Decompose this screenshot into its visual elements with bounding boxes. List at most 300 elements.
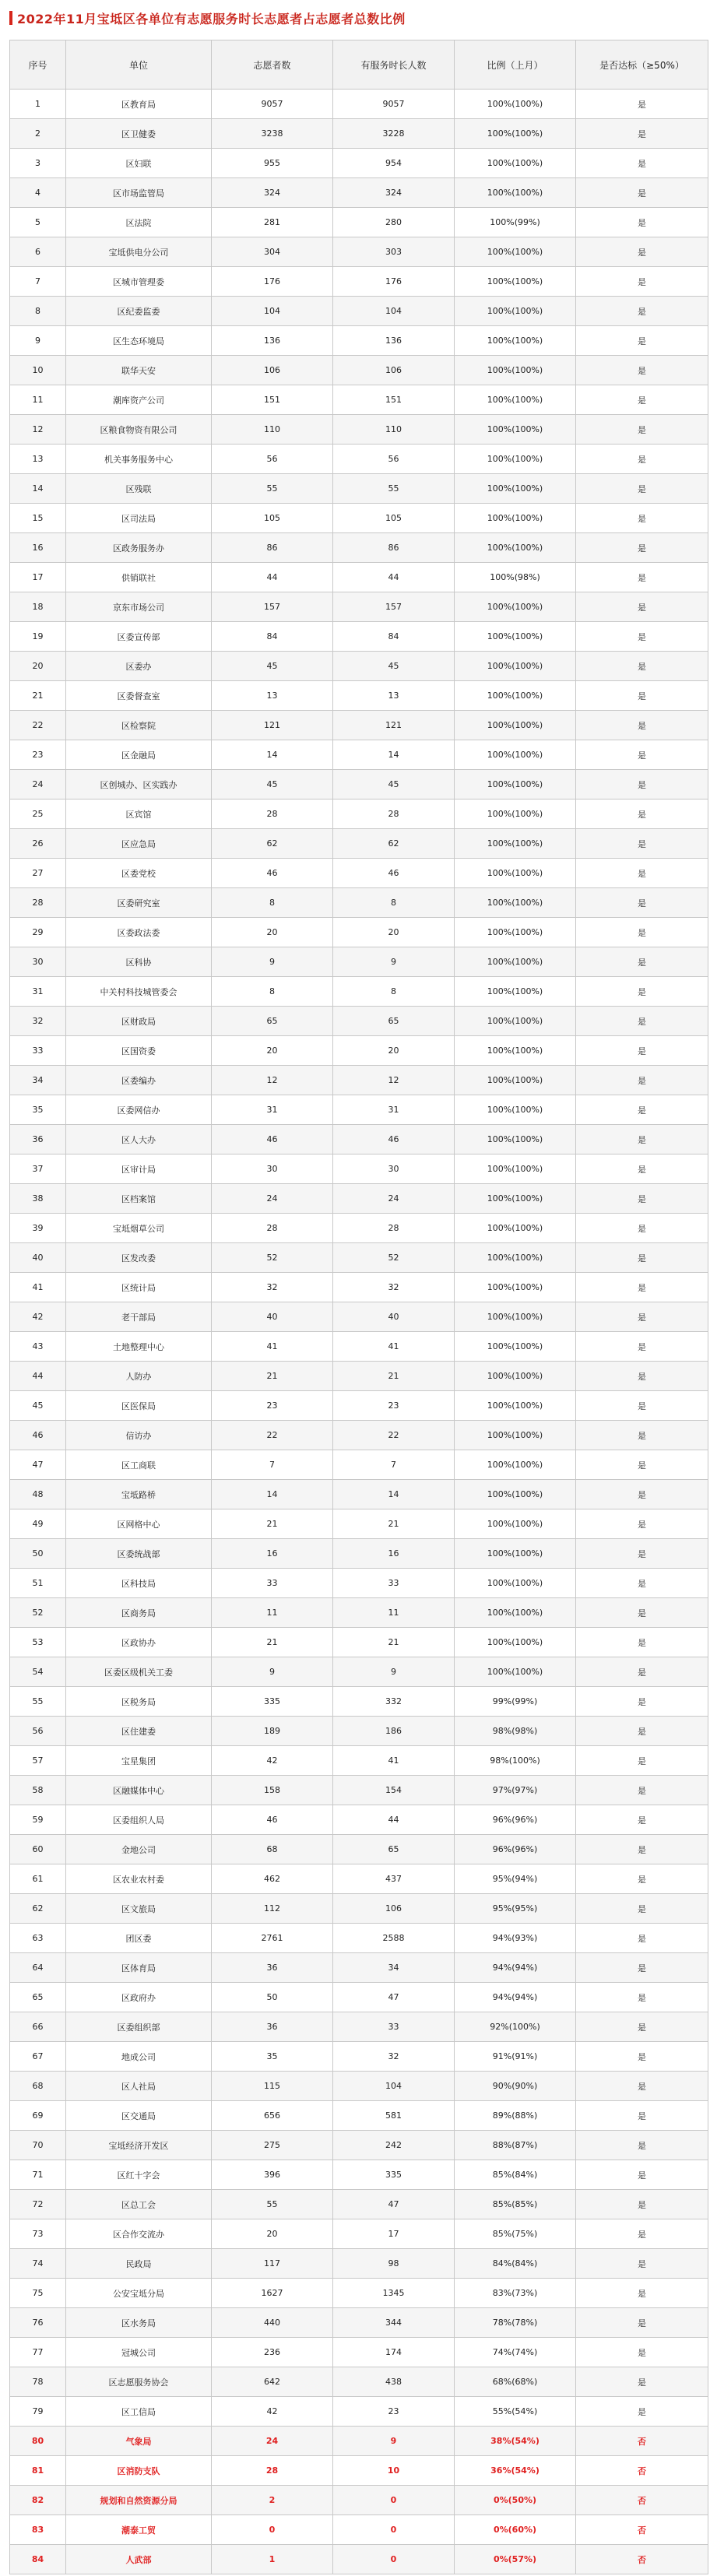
cell-service-count: 0: [333, 2486, 455, 2515]
cell-unit: 机关事务服务中心: [66, 445, 212, 474]
cell-volunteer-count: 396: [212, 2160, 333, 2190]
cell-unit: 区体育局: [66, 1953, 212, 1983]
cell-service-count: 31: [333, 1095, 455, 1125]
table-row: [10, 711, 708, 740]
cell-qualified: 是: [576, 297, 708, 326]
cell-qualified: 是: [576, 1450, 708, 1480]
cell-unit: 区委政法委: [66, 918, 212, 947]
cell-index: 19: [10, 622, 66, 652]
cell-service-count: 22: [333, 1421, 455, 1450]
cell-volunteer-count: 55: [212, 2190, 333, 2219]
header-ratio: 比例（上月）: [455, 40, 576, 90]
cell-volunteer-count: 22: [212, 1421, 333, 1450]
cell-qualified: 是: [576, 1953, 708, 1983]
cell-volunteer-count: 236: [212, 2338, 333, 2367]
cell-unit: 区统计局: [66, 1273, 212, 1302]
cell-index: 84: [10, 2545, 66, 2574]
table-row: [10, 1628, 708, 1657]
cell-unit: 潮泰工贸: [66, 2515, 212, 2545]
page-title: 2022年11月宝坻区各单位有志愿服务时长志愿者占志愿者总数比例: [17, 11, 406, 26]
cell-index: 1: [10, 90, 66, 119]
cell-unit: 区创城办、区实践办: [66, 770, 212, 800]
table-row: [10, 415, 708, 445]
cell-service-count: 32: [333, 1273, 455, 1302]
cell-qualified: 是: [576, 1628, 708, 1657]
cell-index: 13: [10, 445, 66, 474]
cell-volunteer-count: 1: [212, 2545, 333, 2574]
cell-index: 53: [10, 1628, 66, 1657]
cell-volunteer-count: 110: [212, 415, 333, 445]
cell-unit: 区委督查室: [66, 681, 212, 711]
cell-index: 62: [10, 1894, 66, 1924]
table-row: [10, 1243, 708, 1273]
cell-qualified: 是: [576, 592, 708, 622]
cell-volunteer-count: 1627: [212, 2279, 333, 2308]
table-row: [10, 208, 708, 237]
cell-service-count: 2588: [333, 1924, 455, 1953]
cell-qualified: 是: [576, 1273, 708, 1302]
cell-volunteer-count: 324: [212, 178, 333, 208]
cell-unit: 中关村科技城管委会: [66, 977, 212, 1007]
cell-service-count: 105: [333, 504, 455, 533]
cell-volunteer-count: 28: [212, 800, 333, 829]
cell-index: 9: [10, 326, 66, 356]
cell-index: 45: [10, 1391, 66, 1421]
cell-volunteer-count: 121: [212, 711, 333, 740]
cell-volunteer-count: 115: [212, 2072, 333, 2101]
cell-ratio: 100%(100%): [455, 533, 576, 563]
table-row: [10, 1776, 708, 1805]
cell-unit: 区委宣传部: [66, 622, 212, 652]
cell-unit: 区金融局: [66, 740, 212, 770]
cell-service-count: 332: [333, 1687, 455, 1717]
cell-volunteer-count: 55: [212, 474, 333, 504]
cell-unit: 区科技局: [66, 1569, 212, 1598]
cell-volunteer-count: 0: [212, 2515, 333, 2545]
cell-service-count: 104: [333, 297, 455, 326]
cell-service-count: 8: [333, 888, 455, 918]
cell-service-count: 174: [333, 2338, 455, 2367]
title-accent-bar: [9, 11, 12, 25]
cell-qualified: 是: [576, 1125, 708, 1154]
table-row: [10, 1983, 708, 2012]
cell-volunteer-count: 16: [212, 1539, 333, 1569]
cell-qualified: 是: [576, 237, 708, 267]
cell-ratio: 100%(100%): [455, 1243, 576, 1273]
cell-index: 68: [10, 2072, 66, 2101]
cell-volunteer-count: 56: [212, 445, 333, 474]
cell-ratio: 88%(87%): [455, 2131, 576, 2160]
table-row: [10, 652, 708, 681]
cell-index: 51: [10, 1569, 66, 1598]
cell-qualified: 是: [576, 1598, 708, 1628]
cell-service-count: 86: [333, 533, 455, 563]
cell-service-count: 21: [333, 1362, 455, 1391]
cell-qualified: 是: [576, 1805, 708, 1835]
cell-service-count: 47: [333, 2190, 455, 2219]
cell-volunteer-count: 8: [212, 977, 333, 1007]
cell-volunteer-count: 46: [212, 1805, 333, 1835]
cell-ratio: 100%(100%): [455, 1450, 576, 1480]
cell-ratio: 100%(100%): [455, 1125, 576, 1154]
cell-qualified: 是: [576, 415, 708, 445]
cell-service-count: 46: [333, 859, 455, 888]
cell-ratio: 100%(100%): [455, 1480, 576, 1509]
cell-unit: 区网格中心: [66, 1509, 212, 1539]
cell-service-count: 121: [333, 711, 455, 740]
cell-unit: 区宾馆: [66, 800, 212, 829]
cell-volunteer-count: 955: [212, 149, 333, 178]
cell-index: 15: [10, 504, 66, 533]
cell-index: 32: [10, 1007, 66, 1036]
cell-qualified: 是: [576, 149, 708, 178]
cell-ratio: 95%(94%): [455, 1864, 576, 1894]
cell-qualified: 是: [576, 2397, 708, 2427]
header-index: 序号: [10, 40, 66, 90]
cell-volunteer-count: 104: [212, 297, 333, 326]
cell-qualified: 是: [576, 770, 708, 800]
cell-service-count: 437: [333, 1864, 455, 1894]
cell-ratio: 100%(100%): [455, 504, 576, 533]
cell-qualified: 是: [576, 1391, 708, 1421]
cell-volunteer-count: 7: [212, 1450, 333, 1480]
cell-service-count: 0: [333, 2545, 455, 2574]
table-row: [10, 1214, 708, 1243]
cell-ratio: 100%(100%): [455, 415, 576, 445]
cell-qualified: 是: [576, 2279, 708, 2308]
table-body: [10, 90, 708, 2574]
cell-ratio: 100%(100%): [455, 90, 576, 119]
cell-index: 71: [10, 2160, 66, 2190]
table-row: [10, 2131, 708, 2160]
cell-service-count: 41: [333, 1746, 455, 1776]
cell-unit: 公安宝坻分局: [66, 2279, 212, 2308]
table-row: [10, 297, 708, 326]
cell-ratio: 100%(100%): [455, 1391, 576, 1421]
cell-index: 70: [10, 2131, 66, 2160]
cell-index: 63: [10, 1924, 66, 1953]
cell-volunteer-count: 21: [212, 1362, 333, 1391]
cell-volunteer-count: 9: [212, 1657, 333, 1687]
cell-service-count: 46: [333, 1125, 455, 1154]
cell-service-count: 242: [333, 2131, 455, 2160]
cell-index: 14: [10, 474, 66, 504]
cell-index: 37: [10, 1154, 66, 1184]
cell-ratio: 100%(100%): [455, 652, 576, 681]
table-row: [10, 1894, 708, 1924]
cell-volunteer-count: 21: [212, 1628, 333, 1657]
cell-unit: 区委组织部: [66, 2012, 212, 2042]
cell-unit: 区法院: [66, 208, 212, 237]
cell-qualified: 是: [576, 2219, 708, 2249]
cell-qualified: 是: [576, 1036, 708, 1066]
cell-qualified: 是: [576, 622, 708, 652]
cell-qualified: 是: [576, 1480, 708, 1509]
cell-ratio: 100%(100%): [455, 1066, 576, 1095]
table-row: [10, 740, 708, 770]
table-row: [10, 2397, 708, 2427]
cell-qualified: 是: [576, 1007, 708, 1036]
cell-volunteer-count: 13: [212, 681, 333, 711]
cell-volunteer-count: 21: [212, 1509, 333, 1539]
cell-volunteer-count: 42: [212, 2397, 333, 2427]
table-row: [10, 1717, 708, 1746]
cell-volunteer-count: 50: [212, 1983, 333, 2012]
cell-volunteer-count: 86: [212, 533, 333, 563]
cell-ratio: 100%(100%): [455, 1273, 576, 1302]
cell-service-count: 62: [333, 829, 455, 859]
header-unit: 单位: [66, 40, 212, 90]
cell-unit: 区委区级机关工委: [66, 1657, 212, 1687]
table-row: [10, 2101, 708, 2131]
cell-unit: 区志愿服务协会: [66, 2367, 212, 2397]
cell-qualified: 是: [576, 1687, 708, 1717]
table-row: [10, 1924, 708, 1953]
cell-index: 38: [10, 1184, 66, 1214]
cell-ratio: 94%(94%): [455, 1953, 576, 1983]
cell-qualified: 是: [576, 1569, 708, 1598]
cell-unit: 区税务局: [66, 1687, 212, 1717]
cell-ratio: 100%(100%): [455, 1332, 576, 1362]
cell-index: 17: [10, 563, 66, 592]
cell-volunteer-count: 46: [212, 859, 333, 888]
cell-index: 64: [10, 1953, 66, 1983]
cell-volunteer-count: 31: [212, 1095, 333, 1125]
cell-service-count: 9: [333, 947, 455, 977]
cell-ratio: 0%(60%): [455, 2515, 576, 2545]
table-row: [10, 1864, 708, 1894]
cell-service-count: 16: [333, 1539, 455, 1569]
table-row: [10, 1509, 708, 1539]
cell-volunteer-count: 275: [212, 2131, 333, 2160]
cell-index: 50: [10, 1539, 66, 1569]
cell-index: 25: [10, 800, 66, 829]
cell-service-count: 154: [333, 1776, 455, 1805]
cell-unit: 联华天安: [66, 356, 212, 385]
table-row: [10, 2249, 708, 2279]
cell-service-count: 44: [333, 1805, 455, 1835]
cell-volunteer-count: 136: [212, 326, 333, 356]
table-row: [10, 1687, 708, 1717]
cell-volunteer-count: 3238: [212, 119, 333, 149]
cell-qualified: 是: [576, 119, 708, 149]
cell-ratio: 98%(98%): [455, 1717, 576, 1746]
cell-unit: 区档案馆: [66, 1184, 212, 1214]
table-row: [10, 533, 708, 563]
cell-volunteer-count: 176: [212, 267, 333, 297]
cell-service-count: 0: [333, 2515, 455, 2545]
cell-qualified: 是: [576, 1717, 708, 1746]
cell-service-count: 8: [333, 977, 455, 1007]
cell-volunteer-count: 106: [212, 356, 333, 385]
cell-qualified: 是: [576, 977, 708, 1007]
cell-qualified: 是: [576, 563, 708, 592]
cell-service-count: 44: [333, 563, 455, 592]
cell-index: 67: [10, 2042, 66, 2072]
cell-ratio: 95%(95%): [455, 1894, 576, 1924]
cell-ratio: 100%(100%): [455, 1362, 576, 1391]
table-row: [10, 770, 708, 800]
cell-unit: 规划和自然资源分局: [66, 2486, 212, 2515]
cell-service-count: 106: [333, 1894, 455, 1924]
cell-qualified: 是: [576, 356, 708, 385]
cell-unit: 区红十字会: [66, 2160, 212, 2190]
cell-unit: 区城市管理委: [66, 267, 212, 297]
cell-volunteer-count: 36: [212, 1953, 333, 1983]
cell-service-count: 3228: [333, 119, 455, 149]
table-row: [10, 1480, 708, 1509]
cell-volunteer-count: 157: [212, 592, 333, 622]
cell-ratio: 100%(100%): [455, 1539, 576, 1569]
cell-qualified: 是: [576, 1095, 708, 1125]
cell-index: 34: [10, 1066, 66, 1095]
table-row: [10, 1066, 708, 1095]
cell-qualified: 是: [576, 326, 708, 356]
table-row: [10, 622, 708, 652]
cell-service-count: 20: [333, 1036, 455, 1066]
cell-index: 18: [10, 592, 66, 622]
cell-index: 47: [10, 1450, 66, 1480]
cell-index: 78: [10, 2367, 66, 2397]
table-header-row: [10, 40, 708, 90]
table-row: [10, 1805, 708, 1835]
cell-ratio: 100%(100%): [455, 1628, 576, 1657]
cell-qualified: 是: [576, 1302, 708, 1332]
table-row: [10, 977, 708, 1007]
cell-qualified: 是: [576, 2308, 708, 2338]
cell-index: 21: [10, 681, 66, 711]
cell-qualified: 是: [576, 652, 708, 681]
cell-unit: 区委统战部: [66, 1539, 212, 1569]
table-row: [10, 1095, 708, 1125]
cell-service-count: 110: [333, 415, 455, 445]
cell-volunteer-count: 32: [212, 1273, 333, 1302]
cell-volunteer-count: 24: [212, 1184, 333, 1214]
cell-volunteer-count: 440: [212, 2308, 333, 2338]
cell-unit: 区医保局: [66, 1391, 212, 1421]
cell-volunteer-count: 24: [212, 2427, 333, 2456]
cell-unit: 区应急局: [66, 829, 212, 859]
cell-volunteer-count: 9057: [212, 90, 333, 119]
cell-unit: 区司法局: [66, 504, 212, 533]
table-row: [10, 2190, 708, 2219]
cell-service-count: 65: [333, 1835, 455, 1864]
cell-ratio: 100%(100%): [455, 1007, 576, 1036]
table-row: [10, 2456, 708, 2486]
cell-qualified: 是: [576, 90, 708, 119]
cell-service-count: 24: [333, 1184, 455, 1214]
cell-qualified: 是: [576, 2338, 708, 2367]
cell-qualified: 是: [576, 1154, 708, 1184]
table-row: [10, 888, 708, 918]
cell-unit: 区委组织人局: [66, 1805, 212, 1835]
table-row: [10, 2486, 708, 2515]
cell-ratio: 100%(100%): [455, 1509, 576, 1539]
cell-unit: 区委党校: [66, 859, 212, 888]
cell-index: 39: [10, 1214, 66, 1243]
cell-ratio: 100%(100%): [455, 977, 576, 1007]
cell-unit: 区国资委: [66, 1036, 212, 1066]
cell-qualified: 是: [576, 800, 708, 829]
cell-service-count: 186: [333, 1717, 455, 1746]
cell-index: 69: [10, 2101, 66, 2131]
cell-unit: 气象局: [66, 2427, 212, 2456]
cell-service-count: 104: [333, 2072, 455, 2101]
cell-qualified: 是: [576, 2367, 708, 2397]
table-row: [10, 385, 708, 415]
cell-unit: 区农业农村委: [66, 1864, 212, 1894]
cell-qualified: 是: [576, 445, 708, 474]
cell-qualified: 是: [576, 1214, 708, 1243]
cell-index: 61: [10, 1864, 66, 1894]
cell-volunteer-count: 335: [212, 1687, 333, 1717]
cell-unit: 区科协: [66, 947, 212, 977]
cell-volunteer-count: 642: [212, 2367, 333, 2397]
cell-unit: 区商务局: [66, 1598, 212, 1628]
cell-service-count: 33: [333, 1569, 455, 1598]
cell-index: 5: [10, 208, 66, 237]
cell-service-count: 40: [333, 1302, 455, 1332]
cell-index: 11: [10, 385, 66, 415]
cell-qualified: 是: [576, 1362, 708, 1391]
cell-ratio: 78%(78%): [455, 2308, 576, 2338]
cell-unit: 区人社局: [66, 2072, 212, 2101]
cell-ratio: 100%(100%): [455, 1184, 576, 1214]
cell-volunteer-count: 35: [212, 2042, 333, 2072]
cell-ratio: 100%(100%): [455, 681, 576, 711]
table-row: [10, 1362, 708, 1391]
cell-volunteer-count: 23: [212, 1391, 333, 1421]
cell-ratio: 96%(96%): [455, 1805, 576, 1835]
cell-index: 76: [10, 2308, 66, 2338]
cell-qualified: 是: [576, 533, 708, 563]
cell-volunteer-count: 14: [212, 1480, 333, 1509]
cell-qualified: 是: [576, 1924, 708, 1953]
cell-unit: 区残联: [66, 474, 212, 504]
cell-index: 20: [10, 652, 66, 681]
cell-ratio: 100%(100%): [455, 237, 576, 267]
cell-qualified: 是: [576, 681, 708, 711]
cell-ratio: 100%(100%): [455, 918, 576, 947]
table-row: [10, 592, 708, 622]
table-row: [10, 1391, 708, 1421]
cell-unit: 区审计局: [66, 1154, 212, 1184]
cell-qualified: 是: [576, 2160, 708, 2190]
cell-service-count: 52: [333, 1243, 455, 1273]
cell-service-count: 56: [333, 445, 455, 474]
cell-volunteer-count: 20: [212, 2219, 333, 2249]
cell-qualified: 是: [576, 2131, 708, 2160]
cell-service-count: 33: [333, 2012, 455, 2042]
cell-qualified: 否: [576, 2456, 708, 2486]
cell-service-count: 55: [333, 474, 455, 504]
cell-qualified: 是: [576, 178, 708, 208]
cell-index: 48: [10, 1480, 66, 1509]
cell-index: 66: [10, 2012, 66, 2042]
cell-unit: 区粮食物资有限公司: [66, 415, 212, 445]
cell-index: 81: [10, 2456, 66, 2486]
cell-qualified: 是: [576, 1983, 708, 2012]
cell-index: 80: [10, 2427, 66, 2456]
cell-service-count: 9057: [333, 90, 455, 119]
table-row: [10, 149, 708, 178]
cell-index: 24: [10, 770, 66, 800]
cell-volunteer-count: 281: [212, 208, 333, 237]
table-row: [10, 918, 708, 947]
cell-volunteer-count: 33: [212, 1569, 333, 1598]
cell-unit: 区纪委监委: [66, 297, 212, 326]
cell-unit: 区卫健委: [66, 119, 212, 149]
